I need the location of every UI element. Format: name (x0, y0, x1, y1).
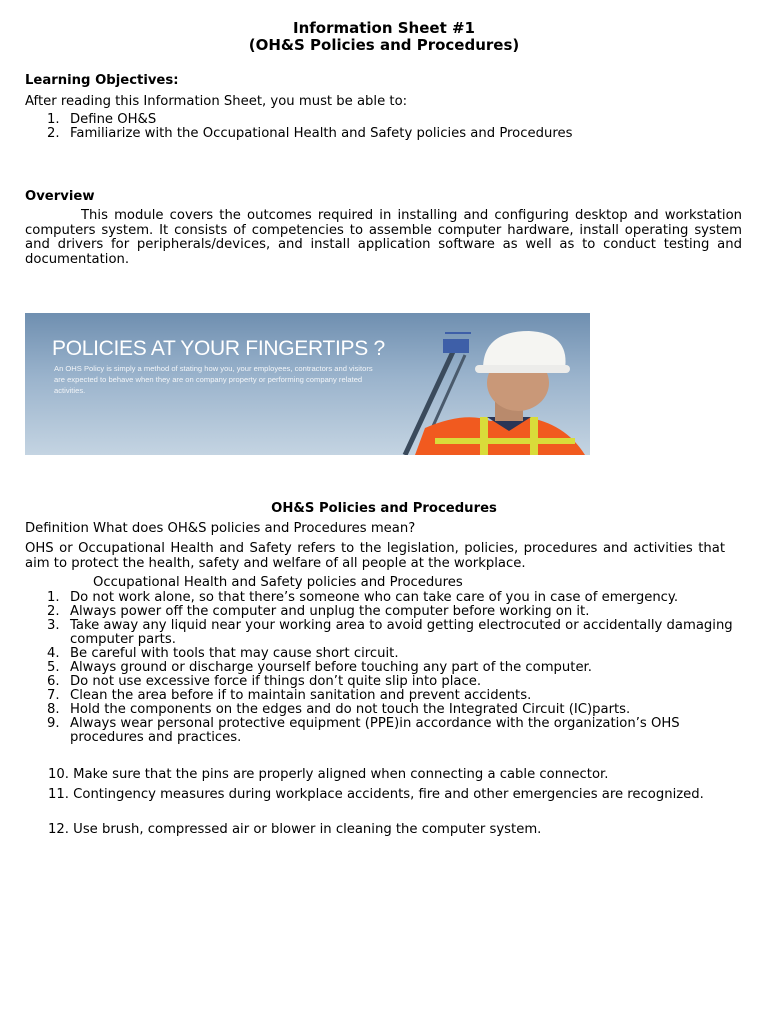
list-item: 1. Define OH&S (47, 112, 157, 127)
list-item: 4. Be careful with tools that may cause short circuit. (47, 646, 399, 661)
procedure-item-10: 10. Make sure that the pins are properly aligned when connecting a cable connector. (48, 767, 609, 782)
objectives-intro: After reading this Information Sheet, you must be able to: (25, 94, 408, 109)
list-item: 1. Do not work alone, so that there’s someone who can take care of you in case of emergency. (47, 590, 679, 605)
list-item: 9. Always wear personal protective equipment (PPE)in accordance with the organization’s OHS procedures and practices. (47, 716, 680, 745)
list-item: 5. Always ground or discharge yourself before touching any part of the computer. (47, 660, 592, 675)
list-item: 2. Familiarize with the Occupational Health and Safety policies and Procedures (47, 126, 573, 141)
definition-answer: OHS or Occupational Health and Safety refers to the legislation, policies, procedures and activities that aim to protect the health, safety and welfare of all people at the workplace. (25, 541, 725, 571)
procedures-list-heading: Occupational Health and Safety policies and Procedures (93, 575, 463, 590)
objectives-list (25, 113, 745, 141)
list-item: 3. Take away any liquid near your working area to avoid getting electrocuted or accidentally damaging computer parts. (47, 618, 733, 647)
overview-heading: Overview (25, 189, 95, 204)
overview-paragraph: This module covers the outcomes required in installing and configuring desktop and workstation computers system. It consists of competencies to assemble computer hardware, install operating system and drivers for peripherals/devices, and install application software as well as to conduct testing and documentation. (25, 208, 742, 267)
procedure-item-11: 11. Contingency measures during workplace accidents, fire and other emergencies are recognized. (48, 787, 704, 802)
document-subtitle: (OH&S Policies and Procedures) (248, 36, 520, 54)
list-item: 2. Always power off the computer and unplug the computer before working on it. (47, 604, 590, 619)
section-heading: OH&S Policies and Procedures (271, 501, 497, 516)
list-item: 6. Do not use excessive force if things don’t quite slip into place. (47, 674, 482, 689)
ohs-policy-banner (25, 313, 590, 455)
document-title: Information Sheet #1 (293, 19, 475, 37)
list-item: 7. Clean the area before if to maintain sanitation and prevent accidents. (47, 688, 532, 703)
banner-headline: POLICIES AT YOUR FINGERTIPS ? (52, 337, 385, 360)
procedure-item-12: 12. Use brush, compressed air or blower in cleaning the computer system. (48, 822, 542, 837)
procedures-list (25, 591, 745, 745)
list-item: 8. Hold the components on the edges and do not touch the Integrated Circuit (IC)parts. (47, 702, 631, 717)
banner-subtext: An OHS Policy is simply a method of stating how you, your employees, contractors and visitors are expected to behave when they are on company property or performing company related activities. (54, 364, 373, 395)
definition-question: Definition What does OH&S policies and Procedures mean? (25, 521, 416, 536)
learning-objectives-heading: Learning Objectives: (25, 73, 179, 88)
